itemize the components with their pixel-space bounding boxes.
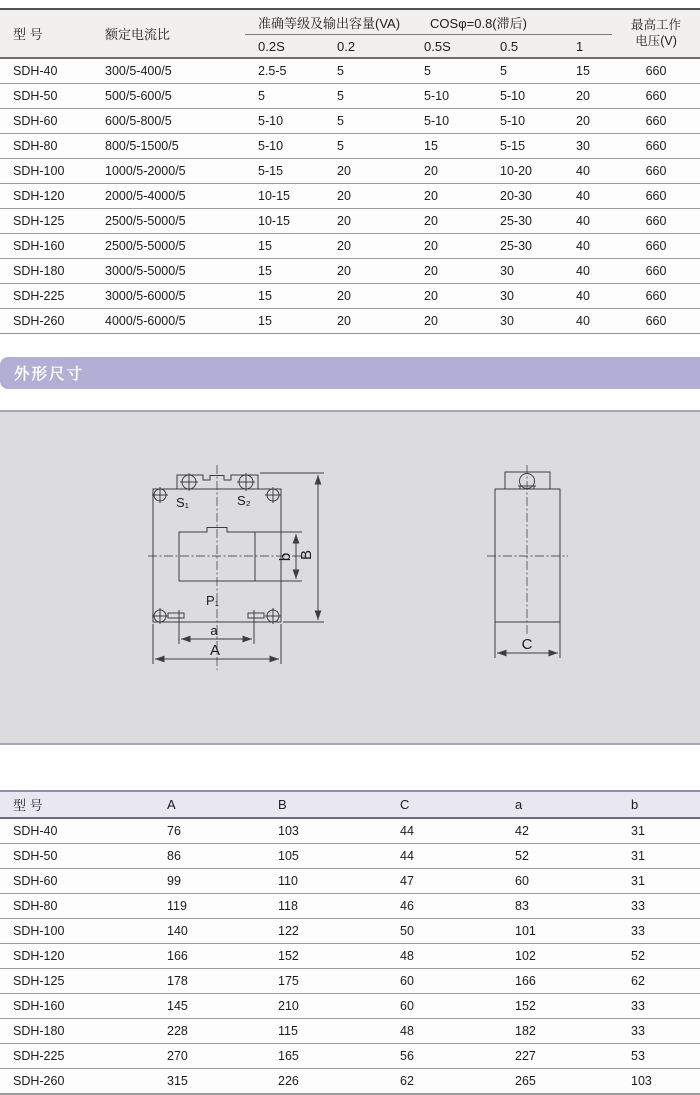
table-cell: 145 <box>154 994 265 1019</box>
table-cell: 20 <box>411 259 487 284</box>
table-row <box>0 84 700 109</box>
dimension-table-header <box>0 791 700 818</box>
table-cell: 60 <box>502 869 618 894</box>
section-banner-title: 外形尺寸 <box>14 366 85 383</box>
table-cell: 33 <box>618 894 700 919</box>
section-banner-outline-dimensions <box>0 357 700 389</box>
table-cell: 31 <box>618 844 700 869</box>
table-cell: 2500/5-5000/5 <box>92 209 245 234</box>
table-cell: 5-15 <box>245 159 324 184</box>
table-cell: 20 <box>411 159 487 184</box>
table-cell: 44 <box>387 844 502 869</box>
dim-C-label: C <box>521 636 533 653</box>
table-cell: 178 <box>154 969 265 994</box>
table-cell: 42 <box>502 818 618 844</box>
table-cell: 52 <box>618 944 700 969</box>
mounting-slot-right <box>248 613 264 618</box>
table-cell: SDH-225 <box>0 284 92 309</box>
table-cell: 83 <box>502 894 618 919</box>
side-body-outline <box>495 489 560 622</box>
accuracy-output-label: 准确等级及输出容量(VA) <box>258 15 401 31</box>
table-cell: 40 <box>563 159 612 184</box>
table-cell: 600/5-800/5 <box>92 109 245 134</box>
outline-dimension-diagram-panel <box>0 410 700 745</box>
table-cell: 660 <box>612 134 700 159</box>
table-cell: 15 <box>245 284 324 309</box>
table-cell: 166 <box>154 944 265 969</box>
table-cell: 53 <box>618 1044 700 1069</box>
table-cell: 5 <box>324 58 411 84</box>
table-cell: SDH-50 <box>0 844 154 869</box>
table-cell: 660 <box>612 284 700 309</box>
dim-a-label: a <box>210 623 218 638</box>
table-row <box>0 818 700 844</box>
table-cell: 60 <box>387 969 502 994</box>
table-cell: 30 <box>487 309 563 334</box>
table-row <box>0 894 700 919</box>
table-cell: 40 <box>563 234 612 259</box>
spec-subcol-1: 1 <box>563 35 612 59</box>
table-cell: 86 <box>154 844 265 869</box>
table-row <box>0 234 700 259</box>
table-cell: 33 <box>618 919 700 944</box>
table-cell: 228 <box>154 1019 265 1044</box>
table-cell: SDH-225 <box>0 1044 154 1069</box>
spec-subcol-05: 0.5 <box>487 35 563 59</box>
table-cell: 165 <box>265 1044 387 1069</box>
table-cell: 5 <box>324 134 411 159</box>
table-cell: 20 <box>411 309 487 334</box>
dim-B-label: B <box>298 549 315 561</box>
spec-table-header <box>0 9 700 58</box>
table-cell: 660 <box>612 84 700 109</box>
label-p1: P₁ <box>206 593 220 608</box>
table-cell: 50 <box>387 919 502 944</box>
table-cell: 25-30 <box>487 234 563 259</box>
table-cell: SDH-50 <box>0 84 92 109</box>
table-cell: 5-15 <box>487 134 563 159</box>
table-row <box>0 58 700 84</box>
dimension-table-body <box>0 818 700 1094</box>
table-cell: 101 <box>502 919 618 944</box>
table-cell: 3000/5-5000/5 <box>92 259 245 284</box>
table-cell: 210 <box>265 994 387 1019</box>
outline-dimension-drawing <box>0 412 700 743</box>
table-cell: 47 <box>387 869 502 894</box>
table-cell: 5-10 <box>245 134 324 159</box>
table-row <box>0 1044 700 1069</box>
table-cell: 31 <box>618 869 700 894</box>
table-cell: 2500/5-5000/5 <box>92 234 245 259</box>
table-cell: 115 <box>265 1019 387 1044</box>
table-cell: 660 <box>612 259 700 284</box>
dim-col-B: B <box>265 791 387 818</box>
voltage-label-line1: 最高工作 <box>631 17 682 32</box>
table-cell: 5-10 <box>487 84 563 109</box>
terminal-screw-s1 <box>180 473 198 491</box>
table-cell: 166 <box>502 969 618 994</box>
table-cell: 20 <box>324 259 411 284</box>
table-cell: 122 <box>265 919 387 944</box>
table-cell: 99 <box>154 869 265 894</box>
spec-subcol-05s: 0.5S <box>411 35 487 59</box>
table-cell: SDH-60 <box>0 869 154 894</box>
table-cell: 20 <box>411 284 487 309</box>
table-cell: 152 <box>265 944 387 969</box>
table-cell: 5 <box>245 84 324 109</box>
table-cell: 118 <box>265 894 387 919</box>
table-cell: 226 <box>265 1069 387 1095</box>
table-cell: 20 <box>324 159 411 184</box>
table-cell: 40 <box>563 209 612 234</box>
table-cell: SDH-80 <box>0 134 92 159</box>
table-cell: SDH-40 <box>0 58 92 84</box>
table-cell: 56 <box>387 1044 502 1069</box>
table-cell: 227 <box>502 1044 618 1069</box>
table-cell: 20 <box>563 84 612 109</box>
table-cell: 5 <box>324 109 411 134</box>
dim-col-A: A <box>154 791 265 818</box>
table-cell: 10-15 <box>245 184 324 209</box>
label-s2: S₂ <box>237 493 251 508</box>
terminal-screw-s2 <box>237 473 255 491</box>
table-cell: SDH-125 <box>0 209 92 234</box>
table-cell: 182 <box>502 1019 618 1044</box>
spec-table-body <box>0 58 700 334</box>
spec-table <box>0 8 700 334</box>
table-row <box>0 134 700 159</box>
table-cell: 2.5-5 <box>245 58 324 84</box>
table-cell: 15 <box>411 134 487 159</box>
table-cell: 20 <box>324 184 411 209</box>
table-cell: 5-10 <box>411 84 487 109</box>
table-cell: SDH-60 <box>0 109 92 134</box>
table-row <box>0 944 700 969</box>
table-cell: 10-20 <box>487 159 563 184</box>
table-cell: 3000/5-6000/5 <box>92 284 245 309</box>
table-cell: 60 <box>387 994 502 1019</box>
table-cell: 265 <box>502 1069 618 1095</box>
dim-col-b: b <box>618 791 700 818</box>
table-row <box>0 309 700 334</box>
table-cell: 800/5-1500/5 <box>92 134 245 159</box>
table-cell: 76 <box>154 818 265 844</box>
table-cell: 40 <box>563 259 612 284</box>
cos-phi-label: COSφ=0.8(滞后) <box>430 15 527 31</box>
table-row <box>0 994 700 1019</box>
table-cell: 152 <box>502 994 618 1019</box>
table-cell: SDH-260 <box>0 1069 154 1095</box>
table-cell: 660 <box>612 58 700 84</box>
table-cell: 33 <box>618 994 700 1019</box>
table-cell: 105 <box>265 844 387 869</box>
table-cell: 20-30 <box>487 184 563 209</box>
table-cell: 300/5-400/5 <box>92 58 245 84</box>
table-cell: 15 <box>245 309 324 334</box>
table-cell: 20 <box>563 109 612 134</box>
table-row <box>0 1019 700 1044</box>
mounting-slot-left <box>168 613 184 618</box>
table-cell: 5-10 <box>487 109 563 134</box>
table-cell: 48 <box>387 1019 502 1044</box>
dimension-table <box>0 790 700 1095</box>
table-cell: 660 <box>612 184 700 209</box>
table-cell: SDH-260 <box>0 309 92 334</box>
table-cell: 315 <box>154 1069 265 1095</box>
dim-A-label: A <box>209 642 221 659</box>
table-row <box>0 109 700 134</box>
table-cell: SDH-120 <box>0 944 154 969</box>
table-cell: 660 <box>612 309 700 334</box>
table-cell: 660 <box>612 159 700 184</box>
table-cell: 10-15 <box>245 209 324 234</box>
table-cell: 52 <box>502 844 618 869</box>
dim-col-C: C <box>387 791 502 818</box>
table-row <box>0 159 700 184</box>
table-cell: SDH-100 <box>0 919 154 944</box>
table-cell: 15 <box>245 259 324 284</box>
table-cell: 62 <box>618 969 700 994</box>
spec-col-ratio: 额定电流比 <box>92 9 245 58</box>
table-cell: 48 <box>387 944 502 969</box>
table-cell: 20 <box>324 234 411 259</box>
table-cell: 20 <box>411 184 487 209</box>
table-cell: 20 <box>324 309 411 334</box>
table-cell: 31 <box>618 818 700 844</box>
table-cell: 270 <box>154 1044 265 1069</box>
table-cell: 33 <box>618 1019 700 1044</box>
table-cell: SDH-125 <box>0 969 154 994</box>
dim-col-a: a <box>502 791 618 818</box>
table-cell: 15 <box>245 234 324 259</box>
spec-col-accuracy-group <box>245 9 612 35</box>
table-row <box>0 184 700 209</box>
table-cell: 5 <box>487 58 563 84</box>
table-cell: 2000/5-4000/5 <box>92 184 245 209</box>
table-cell: 175 <box>265 969 387 994</box>
table-row <box>0 284 700 309</box>
table-cell: 62 <box>387 1069 502 1095</box>
table-cell: 102 <box>502 944 618 969</box>
table-cell: 119 <box>154 894 265 919</box>
voltage-label-line2: 电压(V) <box>635 33 677 48</box>
table-cell: SDH-80 <box>0 894 154 919</box>
table-cell: 20 <box>411 234 487 259</box>
table-cell: 40 <box>563 309 612 334</box>
table-row <box>0 869 700 894</box>
table-cell: 30 <box>563 134 612 159</box>
table-row <box>0 919 700 944</box>
table-cell: 1000/5-2000/5 <box>92 159 245 184</box>
table-cell: 4000/5-6000/5 <box>92 309 245 334</box>
table-cell: 110 <box>265 869 387 894</box>
table-cell: SDH-100 <box>0 159 92 184</box>
table-cell: 5-10 <box>411 109 487 134</box>
table-cell: SDH-40 <box>0 818 154 844</box>
table-cell: 103 <box>618 1069 700 1095</box>
table-cell: 46 <box>387 894 502 919</box>
table-cell: 40 <box>563 284 612 309</box>
table-cell: 20 <box>324 284 411 309</box>
table-cell: 103 <box>265 818 387 844</box>
table-cell: 30 <box>487 259 563 284</box>
table-row <box>0 1069 700 1095</box>
table-row <box>0 259 700 284</box>
table-cell: 500/5-600/5 <box>92 84 245 109</box>
spec-col-model: 型 号 <box>0 9 92 58</box>
table-cell: 25-30 <box>487 209 563 234</box>
table-cell: SDH-120 <box>0 184 92 209</box>
table-cell: 660 <box>612 234 700 259</box>
table-cell: 40 <box>563 184 612 209</box>
table-cell: SDH-180 <box>0 1019 154 1044</box>
dim-b-label: b <box>277 552 294 562</box>
table-cell: 20 <box>411 209 487 234</box>
spec-subcol-02s: 0.2S <box>245 35 324 59</box>
table-cell: 15 <box>563 58 612 84</box>
table-cell: 30 <box>487 284 563 309</box>
table-cell: 5 <box>324 84 411 109</box>
spec-subcol-02: 0.2 <box>324 35 411 59</box>
spec-col-voltage <box>612 9 700 58</box>
table-cell: 20 <box>324 209 411 234</box>
table-cell: SDH-160 <box>0 234 92 259</box>
table-cell: 660 <box>612 109 700 134</box>
table-cell: SDH-180 <box>0 259 92 284</box>
table-cell: 5-10 <box>245 109 324 134</box>
table-row <box>0 969 700 994</box>
table-cell: 44 <box>387 818 502 844</box>
table-row <box>0 844 700 869</box>
table-row <box>0 209 700 234</box>
label-s1: S₁ <box>176 495 190 510</box>
table-cell: 140 <box>154 919 265 944</box>
side-view <box>487 465 568 658</box>
front-view <box>148 465 324 670</box>
dim-col-model: 型 号 <box>0 791 154 818</box>
table-cell: 5 <box>411 58 487 84</box>
table-cell: SDH-160 <box>0 994 154 1019</box>
table-cell: 660 <box>612 209 700 234</box>
